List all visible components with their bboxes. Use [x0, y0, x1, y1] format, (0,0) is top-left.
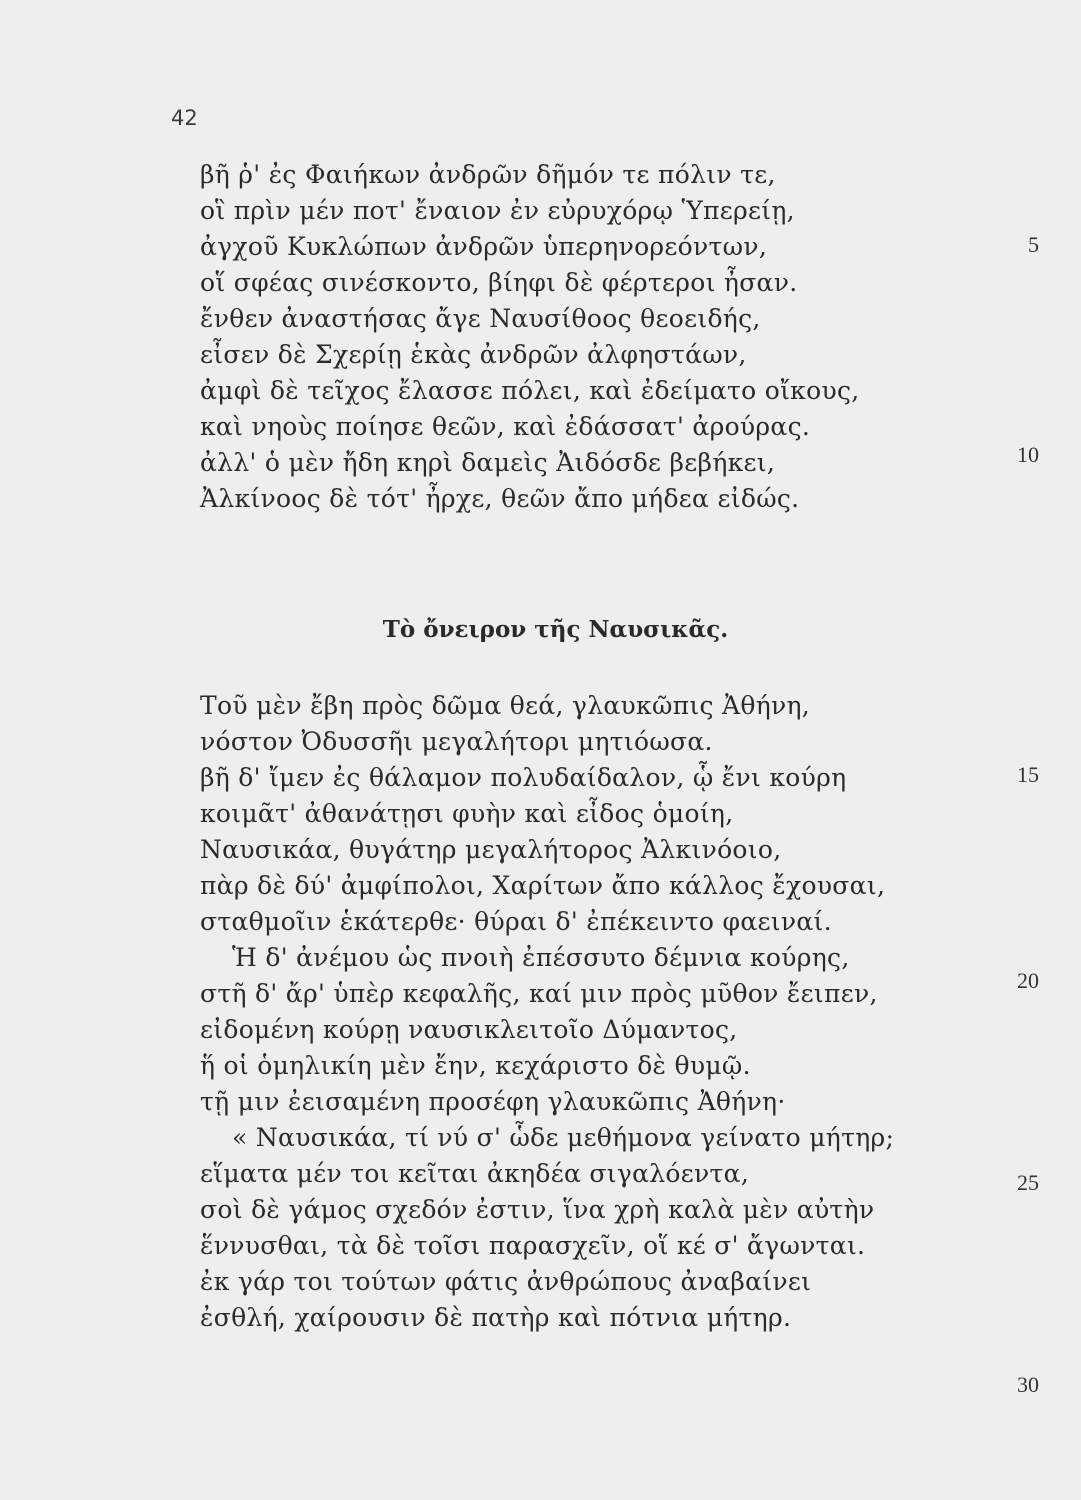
verse-line: εἰδομένη κούρῃ ναυσικλειτοῖο Δύμαντος, [200, 1015, 738, 1044]
verse-line: πὰρ δὲ δύ' ἀμφίπολοι, Χαρίτων ἄπο κάλλος ἔχουσαι, [200, 871, 886, 900]
verse-line: ἐκ γάρ τοι τούτων φάτις ἀνθρώπους ἀναβαίνει [200, 1267, 812, 1296]
verse-line: σταθμοῖιν ἑκάτερθε· θύραι δ' ἐπέκειντο φαειναί. [200, 907, 832, 936]
verse-line: ἥ οἱ ὁμηλικίη μὲν ἔην, κεχάριστο δὲ θυμῷ. [200, 1051, 751, 1080]
verse-line: Ἀλκίνοος δὲ τότ' ἦρχε, θεῶν ἄπο μήδεα εἰδώς. [200, 484, 800, 513]
verse-line: ἀγχοῦ Κυκλώπων ἀνδρῶν ὑπερηνορεόντων, [200, 232, 768, 261]
verse-block-2 [200, 688, 894, 1336]
verse-block-1 [200, 157, 860, 517]
line-number: 5 [1028, 232, 1039, 257]
line-number: 25 [1017, 1170, 1039, 1195]
verse-line: ἀμφὶ δὲ τεῖχος ἔλασσε πόλει, καὶ ἐδείματο οἴκους, [200, 376, 860, 405]
verse-line: εἶσεν δὲ Σχερίῃ ἑκὰς ἀνδρῶν ἀλφηστάων, [200, 340, 747, 369]
verse-line: Ναυσικάα, θυγάτηρ μεγαλήτορος Ἀλκινόοιο, [200, 835, 782, 864]
line-number: 15 [1017, 762, 1039, 787]
verse-line: στῆ δ' ἄρ' ὑπὲρ κεφαλῆς, καί μιν πρὸς μῦθον ἔειπεν, [200, 979, 878, 1008]
verse-line: τῇ μιν ἐεισαμένη προσέφη γλαυκῶπις Ἀθήνη· [200, 1087, 786, 1116]
line-number: 20 [1017, 968, 1039, 993]
verse-line: οἳ πρὶν μέν ποτ' ἔναιον ἐν εὐρυχόρῳ Ὑπερείῃ, [200, 196, 795, 225]
verse-line: εἵματα μέν τοι κεῖται ἀκηδέα σιγαλόεντα, [200, 1159, 750, 1188]
section-heading: Τὸ ὄνειρον τῆς Ναυσικᾶς. [382, 616, 729, 643]
verse-line: βῆ δ' ἴμεν ἐς θάλαμον πολυδαίδαλον, ᾧ ἔνι κούρη [200, 763, 847, 792]
verse-line: ἔνθεν ἀναστήσας ἄγε Ναυσίθοος θεοειδής, [200, 304, 761, 333]
verse-line: κοιμᾶτ' ἀθανάτῃσι φυὴν καὶ εἶδος ὁμοίη, [200, 799, 734, 828]
verse-line: οἵ σφέας σινέσκοντο, βίηφι δὲ φέρτεροι ἦσαν. [200, 268, 798, 297]
verse-line: νόστον Ὀδυσσῆι μεγαλήτορι μητιόωσα. [200, 727, 713, 756]
verse-line: « Ναυσικάα, τί νύ σ' ὧδε μεθήμονα γείνατο μήτηρ; [232, 1123, 895, 1152]
line-number: 10 [1017, 442, 1039, 467]
verse-line: καὶ νηοὺς ποίησε θεῶν, καὶ ἐδάσσατ' ἀρούρας. [200, 412, 811, 441]
verse-line: Ἡ δ' ἀνέμου ὡς πνοιὴ ἐπέσσυτο δέμνια κούρης, [232, 943, 850, 972]
verse-line: Τοῦ μὲν ἔβη πρὸς δῶμα θεά, γλαυκῶπις Ἀθήνη, [200, 691, 811, 720]
verse-line: ἕννυσθαι, τὰ δὲ τοῖσι παρασχεῖν, οἵ κέ σ' ἄγωνται. [200, 1231, 866, 1260]
verse-line: ἐσθλή, χαίρουσιν δὲ πατὴρ καὶ πότνια μήτηρ. [200, 1303, 792, 1332]
page-number: 42 [171, 106, 198, 130]
verse-line: σοὶ δὲ γάμος σχεδόν ἐστιν, ἵνα χρὴ καλὰ μὲν αὐτὴν [200, 1195, 875, 1224]
line-number: 30 [1017, 1372, 1039, 1397]
verse-line: ἀλλ' ὁ μὲν ἤδη κηρὶ δαμεὶς Ἀιδόσδε βεβήκει, [200, 448, 776, 477]
verse-line: βῆ ῥ' ἐς Φαιήκων ἀνδρῶν δῆμόν τε πόλιν τε, [200, 160, 776, 189]
